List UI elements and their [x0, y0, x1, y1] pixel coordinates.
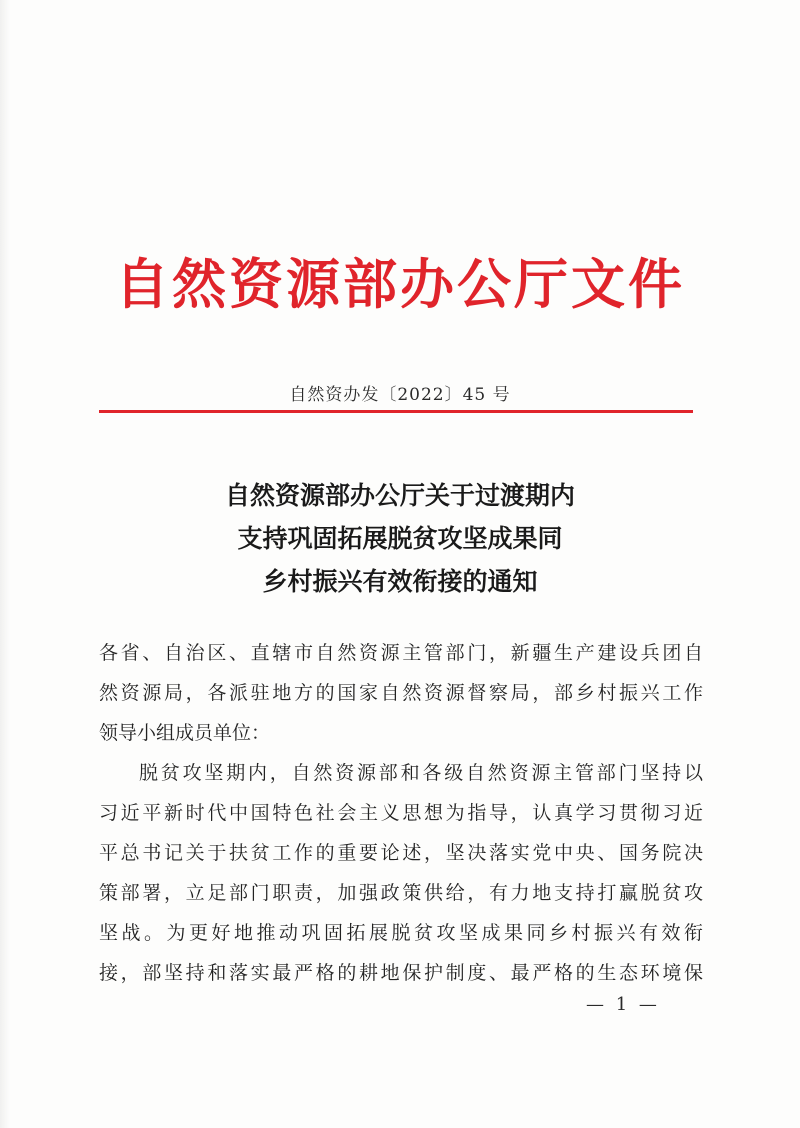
paragraph-line: 习近平新时代中国特色社会主义思想为指导，认真学习贯彻习近: [99, 802, 703, 824]
notice-title-line: 乡村振兴有效衔接的通知: [262, 567, 538, 596]
notice-title-line: 自然资源部办公厅关于过渡期内: [224, 481, 575, 510]
addressee-line: 然资源局，各派驻地方的国家自然资源督察局，部乡村振兴工作: [99, 682, 703, 704]
notice-title-line: 支持巩固拓展脱贫攻坚成果同: [237, 524, 563, 553]
issuing-authority-title: 自然资源部办公厅文件: [115, 252, 685, 316]
paragraph-line: 坚战。为更好地推动巩固拓展脱贫攻坚成果同乡村振兴有效衔: [99, 922, 703, 944]
paragraph-line: 脱贫攻坚期内，自然资源部和各级自然资源主管部门坚持以: [139, 762, 703, 784]
page-number: — 1 —: [586, 994, 660, 1015]
paragraph-line: 平总书记关于扶贫工作的重要论述，坚决落实党中央、国务院决: [99, 842, 703, 864]
paragraph-line: 接，部坚持和落实最严格的耕地保护制度、最严格的生态环境保: [99, 962, 703, 984]
addressee-line: 各省、自治区、直辖市自然资源主管部门，新疆生产建设兵团自: [99, 642, 703, 664]
red-divider-line: [99, 410, 693, 413]
paragraph-line: 策部署，立足部门职责，加强政策供给，有力地支持打赢脱贫攻: [99, 882, 703, 904]
body-text: [99, 633, 703, 993]
addressee-line: 领导小组成员单位：: [99, 722, 271, 744]
document-number: 自然资办发〔2022〕45 号: [289, 385, 511, 405]
notice-title: [0, 474, 800, 603]
